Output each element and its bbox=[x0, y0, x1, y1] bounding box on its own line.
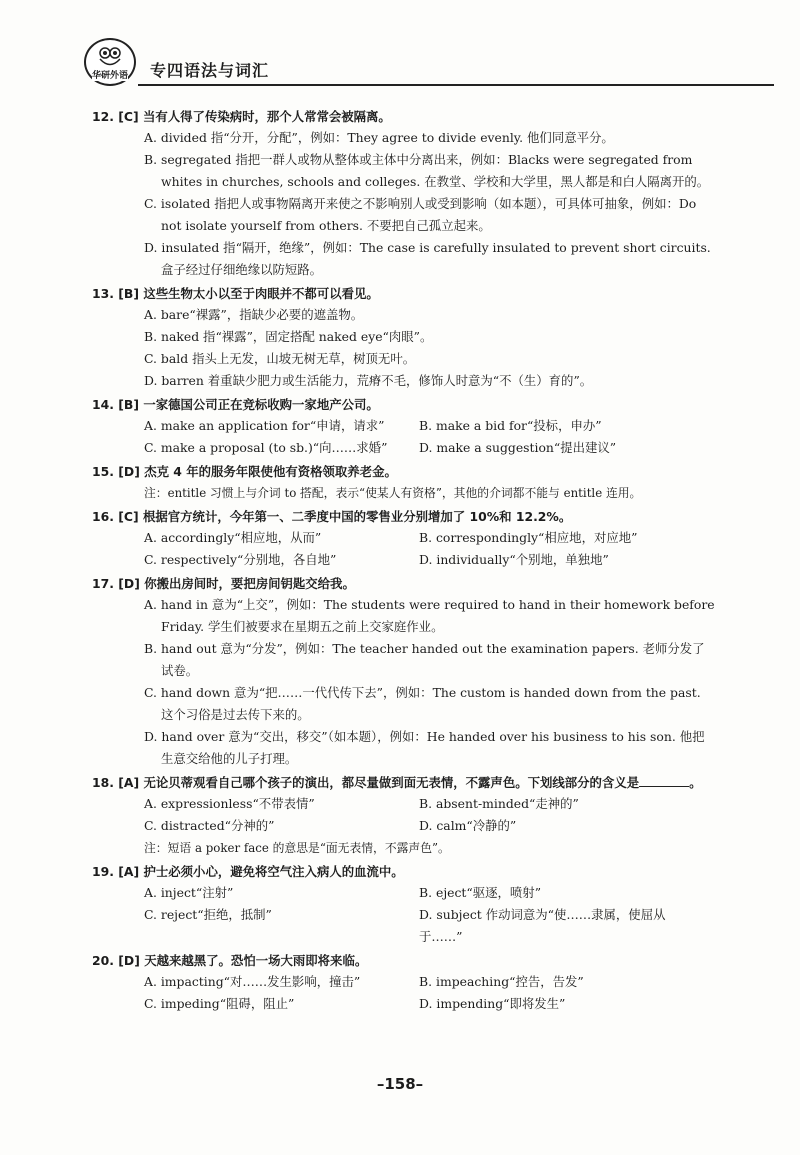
option-a: A. inject“注射” bbox=[144, 885, 234, 900]
option-d: D. impending“即将发生” bbox=[419, 996, 566, 1011]
option-b bbox=[144, 638, 742, 682]
question-19 bbox=[92, 861, 742, 948]
option-c bbox=[144, 193, 742, 237]
option-a: A. impacting“对……发生影响，撞击” bbox=[144, 974, 361, 989]
option-a: A. expressionless“不带表情” bbox=[144, 796, 315, 811]
question-12 bbox=[92, 106, 742, 281]
option-d: D. make a suggestion“提出建议” bbox=[419, 440, 617, 455]
option-text: B. hand out 意为“分发”，例如：The teacher handed out the examination papers. 老师分发了 bbox=[144, 641, 705, 656]
option-b: B. absent-minded“走神的” bbox=[419, 796, 579, 811]
option-row bbox=[144, 993, 742, 1015]
option-d bbox=[144, 726, 742, 770]
frog-logo-icon bbox=[97, 46, 123, 70]
option-b: B. eject“驱逐，喷射” bbox=[419, 885, 542, 900]
option-c: C. impeding“阻碍，阻止” bbox=[144, 996, 295, 1011]
note: 注：短语 a poker face 的意思是“面无表情，不露声色”。 bbox=[144, 841, 450, 855]
option-continuation: 这个习俗是过去传下来的。 bbox=[161, 707, 310, 722]
option-row bbox=[144, 882, 742, 904]
page-header bbox=[84, 28, 774, 88]
option-a: A. accordingly“相应地，从而” bbox=[144, 530, 322, 545]
question-heading: 13. [B] 这些生物太小以至于肉眼并不都可以看见。 bbox=[92, 286, 379, 301]
question-heading: 20. [D] 天越来越黑了。恐怕一场大雨即将来临。 bbox=[92, 953, 368, 968]
option-continuation: 生意交给他的儿子打理。 bbox=[161, 751, 298, 766]
option-row bbox=[144, 793, 742, 815]
question-14 bbox=[92, 394, 742, 459]
option-row bbox=[144, 437, 742, 459]
option-text: B. segregated 指把一群人或物从整体或主体中分离出来，例如：Blacks were segregated from bbox=[144, 152, 693, 167]
answer-list bbox=[92, 106, 742, 1017]
option-row bbox=[144, 527, 742, 549]
option-a: A. bare“裸露”，指缺少必要的遮盖物。 bbox=[144, 307, 364, 322]
option-b bbox=[144, 149, 742, 193]
option-c: C. make a proposal (to sb.)“向……求婚” bbox=[144, 440, 388, 455]
option-a bbox=[144, 594, 742, 638]
option-b: B. impeaching“控告，告发” bbox=[419, 974, 584, 989]
question-heading bbox=[92, 772, 742, 793]
option-d: D. calm“冷静的” bbox=[419, 818, 517, 833]
question-17 bbox=[92, 573, 742, 770]
option-continuation: Friday. 学生们被要求在星期五之前上交家庭作业。 bbox=[161, 619, 444, 634]
question-heading: 17. [D] 你搬出房间时，要把房间钥匙交给我。 bbox=[92, 576, 355, 591]
option-text: D. hand over 意为“交出，移交”（如本题），例如：He handed over his business to his son. 他把 bbox=[144, 729, 705, 744]
question-20 bbox=[92, 950, 742, 1015]
logo bbox=[84, 38, 136, 86]
option-b: B. naked 指“裸露”，固定搭配 naked eye“肉眼”。 bbox=[144, 329, 433, 344]
section-title: 专四语法与词汇 bbox=[150, 61, 270, 80]
question-16 bbox=[92, 506, 742, 571]
option-d: D. individually“个别地，单独地” bbox=[419, 552, 609, 567]
option-d bbox=[144, 237, 742, 281]
option-row bbox=[144, 971, 742, 993]
option-d: D. subject 作动词意为“使……隶属，使屈从于……” bbox=[419, 907, 666, 944]
question-heading: 16. [C] 根据官方统计，今年第一、二季度中国的零售业分别增加了 10%和 12.2%。 bbox=[92, 509, 572, 524]
logo-text: 华研外语 bbox=[92, 68, 128, 81]
question-text: 18. [A] 无论贝蒂观看自己哪个孩子的演出，都尽量做到面无表情，不露声色。下划线部分的含义是 bbox=[92, 775, 640, 790]
question-13 bbox=[92, 283, 742, 392]
answer-blank bbox=[639, 774, 689, 787]
option-text: C. hand down 意为“把……一代代传下去”，例如：The custom is handed down from the past. bbox=[144, 685, 701, 700]
option-continuation: whites in churches, schools and colleges. 在教堂、学校和大学里，黑人都是和白人隔离开的。 bbox=[161, 174, 710, 189]
question-heading: 12. [C] 当有人得了传染病时，那个人常常会被隔离。 bbox=[92, 109, 391, 124]
option-continuation: 试卷。 bbox=[161, 663, 199, 678]
option-c bbox=[144, 682, 742, 726]
option-b: B. make a bid for“投标，申办” bbox=[419, 418, 602, 433]
option-row bbox=[144, 815, 742, 837]
option-row bbox=[144, 549, 742, 571]
header-divider bbox=[138, 84, 774, 86]
question-15 bbox=[92, 461, 742, 504]
option-text: D. insulated 指“隔开，绝缘”，例如：The case is carefully insulated to prevent short circuits. bbox=[144, 240, 711, 255]
question-heading: 19. [A] 护士必须小心，避免将空气注入病人的血流中。 bbox=[92, 864, 404, 879]
option-d: D. barren 着重缺少肥力或生活能力，荒瘠不毛，修饰人时意为“不（生）育的”。 bbox=[144, 373, 593, 388]
option-continuation: not isolate yourself from others. 不要把自己孤立起来。 bbox=[161, 218, 491, 233]
option-continuation: 盒子经过仔细绝缘以防短路。 bbox=[161, 262, 323, 277]
option-c: C. bald 指头上无发，山坡无树无草，树顶无叶。 bbox=[144, 351, 416, 366]
option-a: A. make an application for“申请，请求” bbox=[144, 418, 385, 433]
option-text: A. divided 指“分开，分配”，例如：They agree to divide evenly. 他们同意平分。 bbox=[144, 130, 614, 145]
option-c: C. reject“拒绝，抵制” bbox=[144, 907, 272, 922]
option-text: A. hand in 意为“上交”，例如：The students were required to hand in their homework before bbox=[144, 597, 715, 612]
question-heading: 14. [B] 一家德国公司正在竞标收购一家地产公司。 bbox=[92, 397, 379, 412]
option-a bbox=[144, 127, 742, 149]
option-row bbox=[144, 904, 742, 948]
option-c: C. respectively“分别地，各自地” bbox=[144, 552, 337, 567]
question-18 bbox=[92, 772, 742, 859]
option-b: B. correspondingly“相应地，对应地” bbox=[419, 530, 638, 545]
option-row bbox=[144, 415, 742, 437]
note: 注：entitle 习惯上与介词 to 搭配，表示“使某人有资格”，其他的介词都不能与 entitle 连用。 bbox=[144, 486, 642, 500]
option-c: C. distracted“分神的” bbox=[144, 818, 275, 833]
question-end: 。 bbox=[689, 775, 702, 790]
question-heading: 15. [D] 杰克 4 年的服务年限使他有资格领取养老金。 bbox=[92, 464, 397, 479]
page-number: –158– bbox=[376, 1075, 424, 1093]
option-text: C. isolated 指把人或事物隔离开来使之不影响别人或受到影响（如本题），可具体可抽象，例如：Do bbox=[144, 196, 697, 211]
